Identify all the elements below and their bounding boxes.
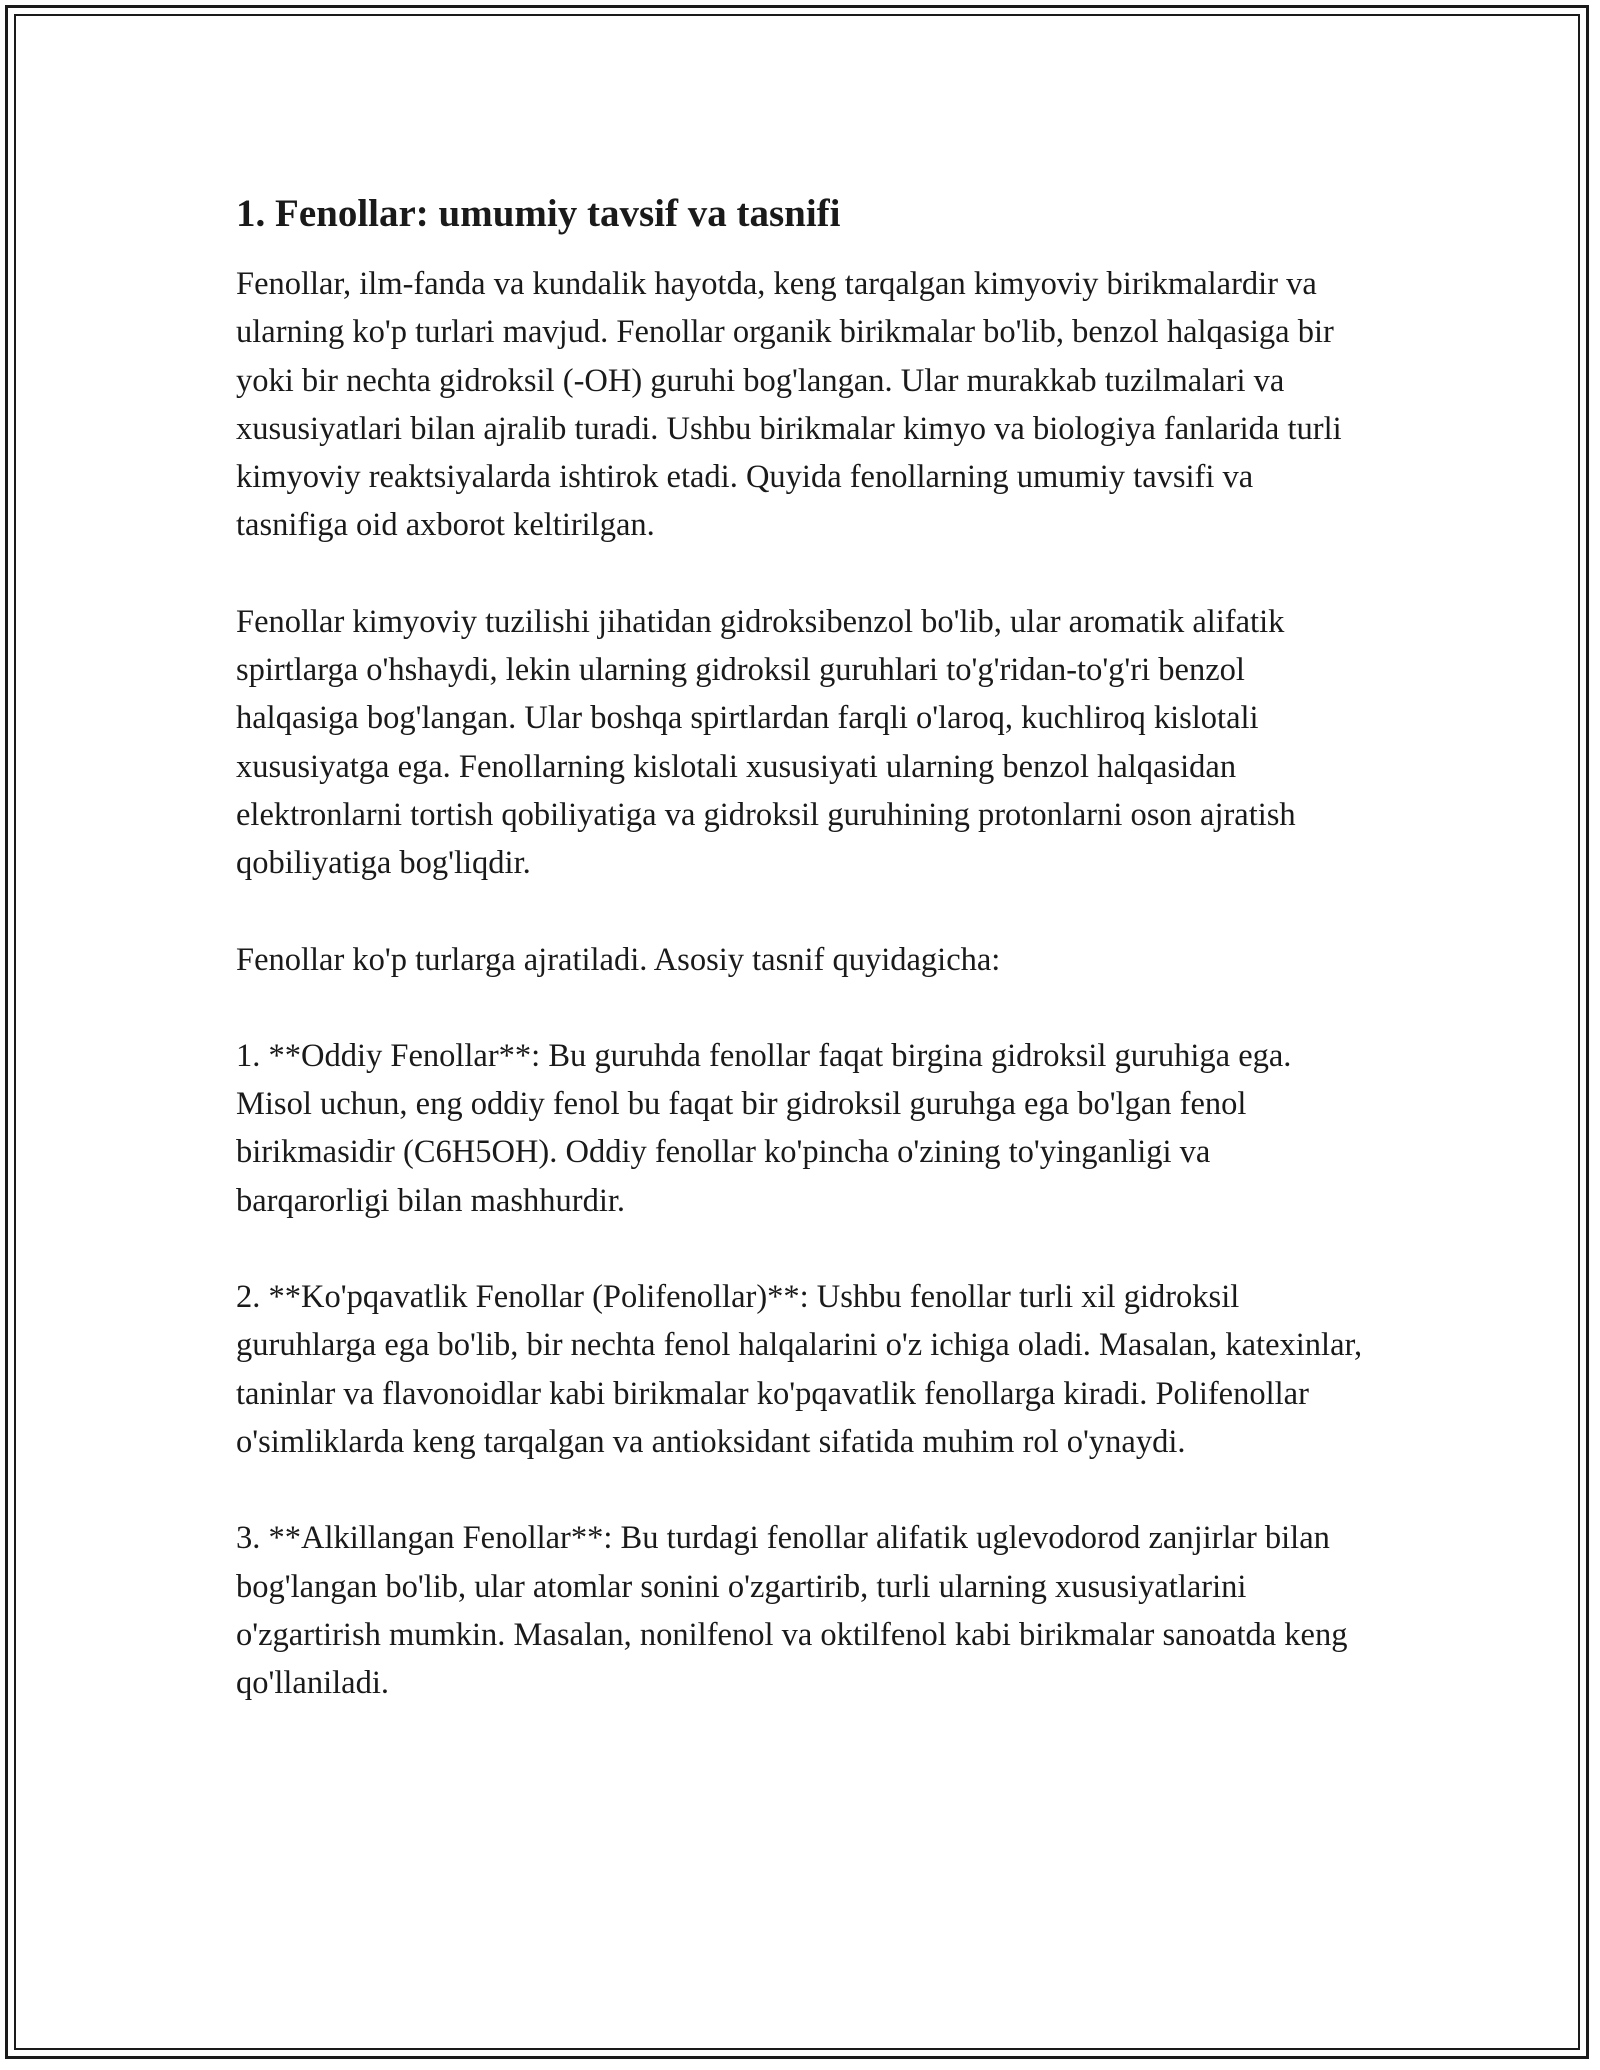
section-heading: 1. Fenollar: umumiy tavsif va tasnifi — [236, 192, 841, 235]
paragraph-simple-phenols: 1. **Oddiy Fenollar**: Bu guruhda fenollar faqat birgina gidroksil guruhiga ega. Misol uchun, eng oddiy fenol bu faqat bir gidroksil guruhga ega bo'lgan fenol birikmasidir (C6H5OH). Oddiy fenollar ko'pincha o'zining to'yinganligi va barqarorligi bilan mashhurdir. — [236, 1037, 1292, 1219]
paragraph-alkylated-phenols: 3. **Alkillangan Fenollar**: Bu turdagi fenollar alifatik uglevodorod zanjirlar bilan bog'langan bo'lib, ular atomlar sonini o'zgartirib, turli ularning xususiyatlarini o'zgartirish mumkin. Masalan, nonilfenol va oktilfenol kabi birikmalar sanoatda keng qo'llaniladi. — [236, 1520, 1348, 1702]
paragraph-polyphenols: 2. **Ko'pqavatlik Fenollar (Polifenollar)**: Ushbu fenollar turli xil gidroksil guruhlarga ega bo'lib, bir nechta fenol halqalarini o'z ichiga oladi. Masalan, katexinlar, taninlar va flavonoidlar kabi birikmalar ko'pqavatlik fenollarga kiradi. Polifenollar o'simliklarda keng tarqalgan va antioksidant sifatida muhim rol o'ynaydi. — [236, 1279, 1363, 1460]
paragraph-classification-intro: Fenollar ko'p turlarga ajratiladi. Asosiy tasnif quyidagicha: — [236, 941, 1001, 978]
document-body — [236, 188, 1366, 1755]
paragraph-structure: Fenollar kimyoviy tuzilishi jihatidan gidroksibenzol bo'lib, ular aromatik alifatik spirtlarga o'hshaydi, lekin ularning gidroksil guruhlari to'g'ridan-to'g'ri benzol halqasiga bog'langan. Ular boshqa spirtlardan farqli o'laroq, kuchliroq kislotali xususiyatga ega. Fenollarning kislotali xususiyati ularning benzol halqasidan elektronlarni tortish qobiliyatiga va gidroksil guruhining protonlarni oson ajratish qobiliyatiga bog'liqdir. — [236, 603, 1296, 882]
paragraph-intro: Fenollar, ilm-fanda va kundalik hayotda, keng tarqalgan kimyoviy birikmalardir va ularning ko'p turlari mavjud. Fenollar organik birikmalar bo'lib, benzol halqasiga bir yoki bir nechta gidroksil (-OH) guruhi bog'langan. Ular murakkab tuzilmalari va xususiyatlari bilan ajralib turadi. Ushbu birikmalar kimyo va biologiya fanlarida turli kimyoviy reaktsiyalarda ishtirok etadi. Quyida fenollarning umumiy tavsifi va tasnifiga oid axborot keltirilgan. — [236, 266, 1342, 544]
